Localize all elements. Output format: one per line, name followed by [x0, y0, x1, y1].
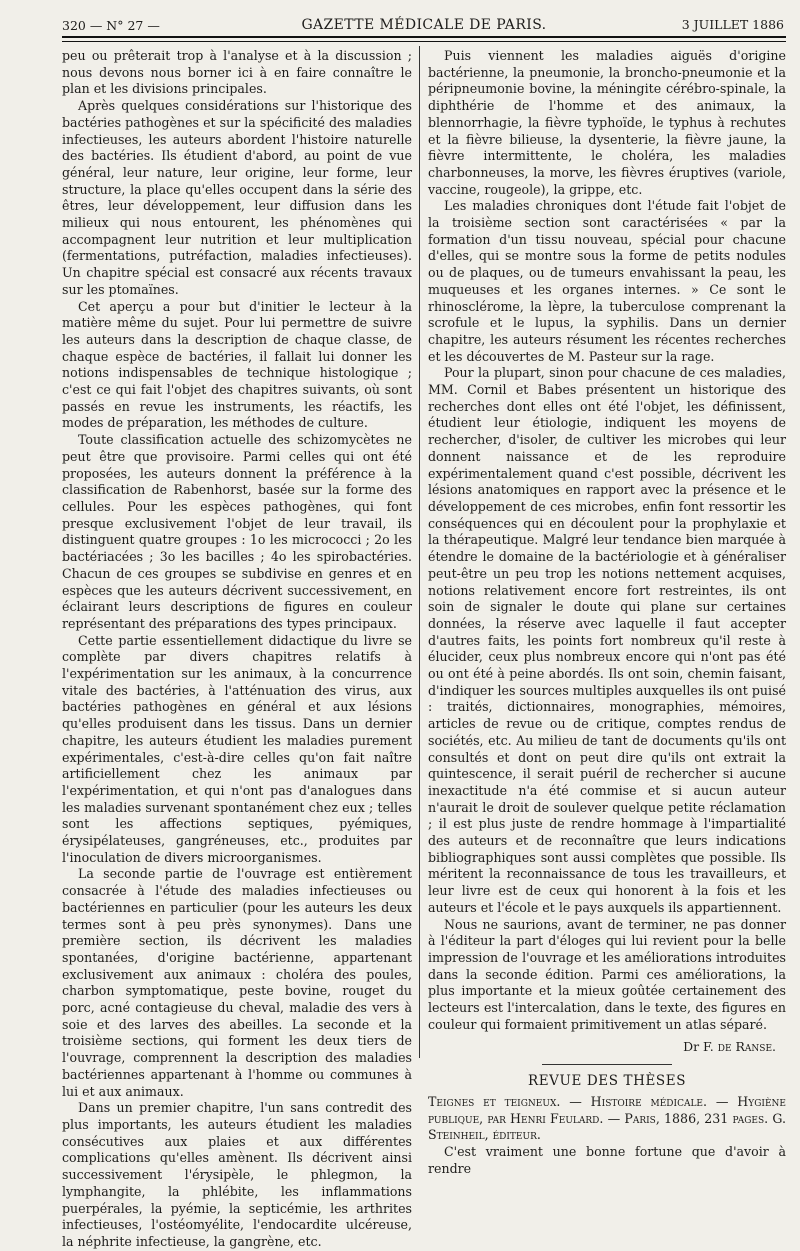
- author-signature: [428, 1039, 776, 1056]
- right-paragraph-4: Nous ne saurions, avant de terminer, ne pas donner à l'éditeur la part d'éloges qui lui revient pour la belle impression de l'ouvrage et les améliorations introduites dans la seconde édition. Parmi ces améliorations, la plus importante et la mieux goûtée certainement des lecteurs est l'intercalation, dans le texte, des figures en couleur qui formaient primitivement un atlas séparé.: [428, 916, 786, 1032]
- journal-title: GAZETTE MÉDICALE DE PARIS.: [301, 17, 547, 33]
- right-paragraph-3: Pour la plupart, sinon pour chacune de ces maladies, MM. Cornil et Babes présentent un historique des recherches dont elles ont été l'objet, les définissent, étudient leur étiologie, indiquent les moyens de rechercher, d'isoler, de cultiver les microbes qui leur donnent naissance et de les reproduire expérimentalement quand c'est possible, décrivent les lésions anatomiques en rapport avec la présence et le développement de ces microbes, enfin font ressortir les conséquences qui en découlent pour la prophylaxie et la thérapeutique. Malgré leur tendance bien marquée à étendre le domaine de la bactériologie et à généraliser peut-être un peu trop les notions nettement acquises, notions relativement encore fort restreintes, ils ont soin de signaler le doute qui plane sur certaines données, la réserve avec laquelle il faut accepter d'autres faits, les points fort nombreux qu'il reste à élucider, ceux plus nombreux encore qui n'ont pas été ou ont été à peine abordés. Ils ont soin, chemin faisant, d'indiquer les sources multiples auxquelles ils ont puisé : traités, dictionnaires, monographies, mémoires, articles de revue ou de critique, comptes rendus de sociétés, etc. Au milieu de tant de documents qu'ils ont consultés et dont on peut dire qu'ils ont extrait la quintescence, il serait puéril de rechercher si aucune inexactitude n'a été commise et si aucun auteur n'aurait le droit de soulever quelque petite réclamation ; il est plus juste de rendre hommage à l'impartialité des auteurs et de reconnaître que leurs indications bibliographiques sont aussi complètes que possible. Ils méritent la reconnaissance de tous les travailleurs, et leur livre est de ceux qui honorent à la fois et les auteurs et l'école et le pays auxquels ils appartiennent.: [428, 365, 786, 915]
- section-separator: [542, 1064, 672, 1065]
- left-paragraph-2: Après quelques considérations sur l'historique des bactéries pathogènes et sur la spécificité des maladies infectieuses, les auteurs abordent l'histoire naturelle des bactéries. Ils étudient d'abord, au point de vue général, leur nature, leur origine, leur forme, leur structure, la place qu'elles occupent dans la série des êtres, leur développement, leur diffusion dans les milieux qui nous entourent, les phénomènes qui accompagnent leur nutrition et leur multiplication (fermentations, putréfaction, maladies infectieuses). Un chapitre spécial est consacré aux récents travaux sur les ptomaïnes.: [62, 98, 412, 297]
- right-paragraph-2: Les maladies chroniques dont l'étude fait l'objet de la troisième section sont caractérisées « par la formation d'un tissu nouveau, spécial pour chacune d'elles, qui se montre sous la forme de petits nodules ou de plaques, ou de tumeurs envahissant la peau, les muqueuses et les organes internes. » Ce sont le rhinosclérome, la lèpre, la tuberculose comprenant la scrofule et le lupus, la syphilis. Dans un dernier chapitre, les auteurs résument les récentes recherches et les découvertes de M. Pasteur sur la rage.: [428, 198, 786, 364]
- right-column: [428, 48, 786, 1176]
- column-divider: [419, 46, 420, 1058]
- thesis-reference: Teignes et teigneux. — Histoire médicale. — Hygiène publique, par Henri Feulard. — Paris, 1886, 231 pages. G. Steinheil, éditeur.: [428, 1093, 786, 1143]
- issue-date: 3 JUILLET 1886: [681, 17, 784, 32]
- left-paragraph-1: peu ou prêterait trop à l'analyse et à la discussion ; nous devons nous borner ici à en faire connaître le plan et les divisions principales.: [62, 48, 412, 97]
- section-heading: REVUE DES THÈSES: [527, 1073, 687, 1090]
- left-paragraph-3: Cet aperçu a pour but d'initier le lecteur à la matière même du sujet. Pour lui permettre de suivre les auteurs dans la description de chaque classe, de chaque espèce de bactéries, il fallait lui donner les notions indispensables de technique histologique ; c'est ce qui fait l'objet des chapitres suivants, où sont passés en revue les instruments, les réactifs, les modes de préparation, les méthodes de culture.: [62, 298, 412, 431]
- left-paragraph-6: La seconde partie de l'ouvrage est entièrement consacrée à l'étude des maladies infectieuses ou bactériennes en particulier (pour les auteurs les deux termes sont à peu près synonymes). Dans une première section, ils décrivent les maladies spontanées, d'origine bactérienne, appartenant exclusivement aux animaux : choléra des poules, charbon symptomatique, peste bovine, rouget du porc, acné contagieuse du cheval, maladie des vers à soie et des larves des abeilles. La seconde et la troisième sections, qui forment les deux tiers de l'ouvrage, comprennent la description des maladies bactériennes appartenant à l'homme ou communes à lui et aux animaux.: [62, 866, 412, 1099]
- left-paragraph-7: Dans un premier chapitre, l'un sans contredit des plus importants, les auteurs étudient les maladies consécutives aux plaies et aux différentes complications qu'elles amènent. Ils décrivent ainsi successivement l'érysipèle, le phlegmon, la lymphangite, la phlébite, les inflammations puerpérales, la pyémie, la septicémie, les arthrites infectieuses, l'ostéomyélite, l'endocardite ulcéreuse, la néphrite infectieuse, la gangrène, etc.: [62, 1100, 412, 1249]
- header-rule-thin: [62, 41, 786, 42]
- right-paragraph-1: Puis viennent les maladies aiguës d'origine bactérienne, la pneumonie, la broncho-pneumonie et la péripneumonie bovine, la méningite cérébro-spinale, la diphthérie de l'homme et des animaux, la blennorrhagie, la fièvre typhoïde, le typhus à rechutes et la fièvre bilieuse, la dysenterie, la fièvre jaune, la fièvre intermittente, le choléra, les maladies charbonneuses, la morve, les fièvres éruptives (variole, vaccine, rougeole), la grippe, etc.: [428, 48, 786, 197]
- page-number: 320 — N° 27 —: [62, 18, 160, 33]
- review-opening: C'est vraiment une bonne fortune que d'avoir à rendre: [428, 1144, 786, 1176]
- signature-name: de Ranse.: [717, 1039, 776, 1055]
- page-header: [62, 14, 786, 36]
- left-paragraph-4: Toute classification actuelle des schizomycètes ne peut être que provisoire. Parmi celles qui ont été proposées, les auteurs donnent la préférence à la classification de Rabenhorst, basée sur la forme des cellules. Pour les espèces pathogènes, qui font presque exclusivement l'objet de leur travail, ils distinguent quatre groupes : 1o les micrococci ; 2o les bactériacées ; 3o les bacilles ; 4o les spirobactéries. Chacun de ces groupes se subdivise en genres et en espèces que les auteurs décrivent successivement, en éclairant leurs descriptions de figures en couleur représentant des préparations des types principaux.: [62, 432, 412, 631]
- left-column: [62, 48, 412, 1249]
- left-paragraph-5: Cette partie essentiellement didactique du livre se complète par divers chapitres relatifs à l'expérimentation sur les animaux, à la concurrence vitale des bactéries, à l'atténuation des virus, aux bactéries pathogènes en général et aux lésions qu'elles produisent dans les tissus. Dans un dernier chapitre, les auteurs étudient les maladies purement expérimentales, c'est-à-dire celles qu'on fait naître artificiellement chez les animaux par l'expérimentation, et qui n'ont pas d'analogues dans les maladies survenant spontanément chez eux ; telles sont les affections septiques, pyémiques, érysipélateuses, gangréneuses, etc., produites par l'inoculation de divers microorganismes.: [62, 632, 412, 865]
- header-rule-thick: [62, 36, 786, 38]
- signature-prefix: Dr F.: [683, 1039, 714, 1055]
